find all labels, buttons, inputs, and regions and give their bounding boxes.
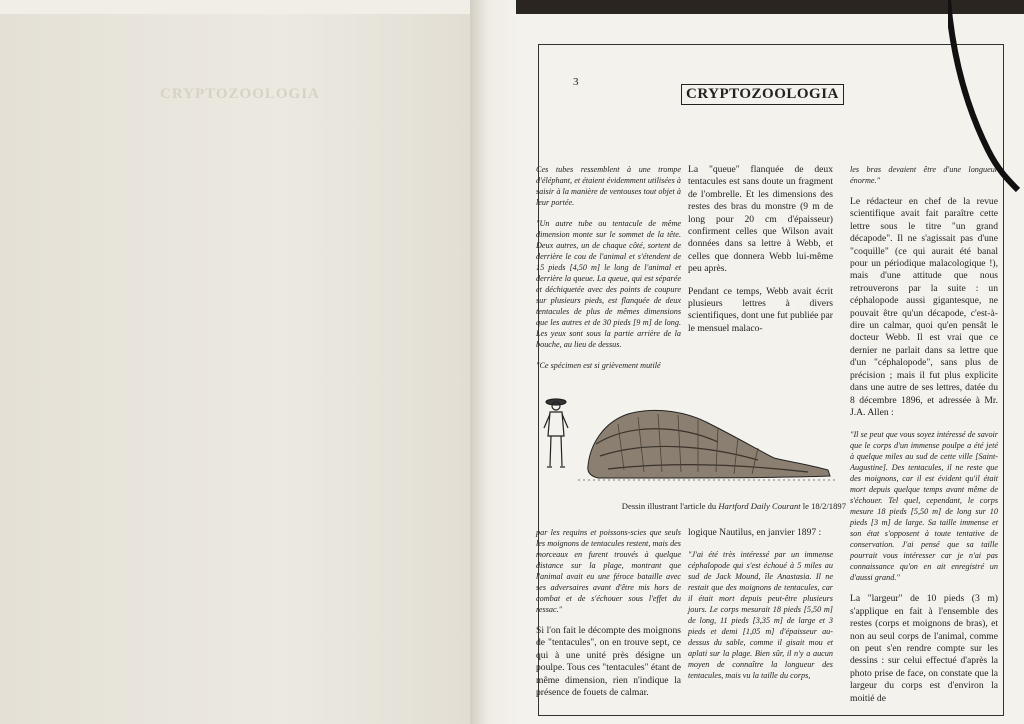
illustration-caption: Dessin illustrant l'article du Hartford Daily Courant le 18/2/1897 xyxy=(621,501,846,511)
page-title: CRYPTOZOOLOGIA xyxy=(681,84,844,105)
quote: "Il se peut que vous soyez intéressé de savoir que le corps d'un immense poulpe a été jeté à quelque miles au sud de cette ville [Saint-Augustine]. Des tentacules, il ne reste que des moignons, car il est évident qu'il était mort depuis quelque temps avant même de s'échouer. Tel quel, cependant, le corps mesure 18 pieds [5,50 m] de long sur 10 pieds [3 m] de large. Sa taille immense et son état s'opposent à toute tentative de conservation. J'ai pensé que sa taille pourrait vous intéresser car je n'ai pas connaissance qu'on en ait enregistré un d'aussi grand." xyxy=(850,430,998,583)
show-through-title: CRYPTOZOOLOGIA xyxy=(160,86,320,102)
paragraph: Pendant ce temps, Webb avait écrit plusieurs lettres à divers scientifiques, dont une fut publiée par le mensuel malaco- xyxy=(688,285,833,334)
column-1-bottom xyxy=(536,527,681,709)
paragraph: Si l'on fait le décompte des moignons de "tentacules", on en trouve sept, ce qui à une unité près désigne un poulpe. Tous ces "tentacules" étant de même dimension, rien n'indique la présence de fouets de calmar. xyxy=(536,625,681,699)
sea-creature-illustration xyxy=(538,384,838,489)
column-2-bottom xyxy=(688,527,833,691)
paragraph: les bras devaient être d'une longueur énorme." xyxy=(850,165,998,185)
paragraph: "Ce spécimen est si grièvement mutilé xyxy=(536,361,661,370)
column-2-top xyxy=(688,164,833,345)
man-figure xyxy=(544,399,568,467)
paragraph: par les requins et poissons-scies que seuls les moignons de tentacules restent, mais des morceaux en furent trouvés à quelque distance sur la plage, montrant que l'animal avait eu une féroce bataille avec ses adversaires avant d'être mis hors de combat et de s'échouer sous l'effet du ressac." xyxy=(536,528,681,614)
page-number: 3 xyxy=(573,76,579,88)
paragraph: La "largeur" de 10 pieds (3 m) s'applique en fait à l'ensemble des restes (corps et moignons de bras), et non au seul corps de l'animal, comme on peut s'en rendre compte sur les dessins : sur celui effectué d'après la photo prise de face, on constate que la largeur du corps est d'environ la moitié de xyxy=(850,593,998,704)
paragraph: logique Nautilus, en janvier 1897 : xyxy=(688,527,822,538)
paragraph: Le rédacteur en chef de la revue scientifique avait fait paraître cette lettre sous le titre "un grand décapode". Il ne s'agissait pas d'une "coquille" (ce qui aurait été banal pour un périodique malacologique !), mais d'une attitude que nous retrouverons par la suite : un céphalopode aussi gigantesque, ne pouvait être qu'un décapode, c'est-à-dire un calmar, quoi qu'en pensât le docteur Webb. Il est vrai que ce dernier ne parlait dans sa lettre que d'un "céphalopode", sans plus de précision ; mais il fut plus explicite dans une autre de ses lettres, datée du 8 décembre 1896, et adressée à Mr. J.A. Allen : xyxy=(850,196,998,418)
paragraph: La "queue" flanquée de deux tentacules est sans doute un fragment de l'ombrelle. Et les dimensions des restes des bras du monstre (9 m de long pour 20 cm d'épaisseur) confirment celles que Wilson avait données dans sa lettre à Webb, et celles que donnera Webb lui-même peu après. xyxy=(688,164,833,275)
paragraph: "Un autre tube ou tentacule de même dimension monte sur le sommet de la tête. Deux autres, un de chaque côté, sortent de derrière le cou de l'animal et s'étendent de 15 pieds [4,50 m] le long de l'animal et derrière la queue. La queue, qui est séparée et déchiquetée avec des points de coupure sur plusieurs pieds, est flanquée de deux tentacules de plus de mêmes dimensions que les autres et de 30 pieds [9 m] de long. Les yeux sont sous la partie arrière de la bouche, au lieu de dessus. xyxy=(536,219,681,349)
paragraph: Ces tubes ressemblent à une trompe d'éléphant, et étaient évidemment utilisées à saisir à la manière de ventouses tout objet à leur portée. xyxy=(536,165,681,207)
carcass-drawing xyxy=(578,410,836,480)
underlying-page-edge xyxy=(0,0,470,14)
cable-strap xyxy=(948,0,1024,200)
column-3 xyxy=(850,164,998,715)
left-page xyxy=(0,0,470,724)
page-gutter xyxy=(470,0,516,724)
column-1-top xyxy=(536,164,681,381)
quote: "J'ai été très intéressé par un immense céphalopode qui s'est échoué à 5 miles au sud de Jack Mound, île Anastasia. Il ne restait que des moignons de tentacules, car il était mort depuis peut-être plusieurs jours. Le corps mesurait 18 pieds [5,50 m] de long, 11 pieds [3,35 m] de large et 3 pieds et demi [1,05 m] d'épaisseur au-dessus du sable, comme il gisait mou et aplati sur la plage. Bien sûr, il n'y a aucun moyen de connaître la longueur des tentacules, mais vu la taille du corps, xyxy=(688,550,833,681)
